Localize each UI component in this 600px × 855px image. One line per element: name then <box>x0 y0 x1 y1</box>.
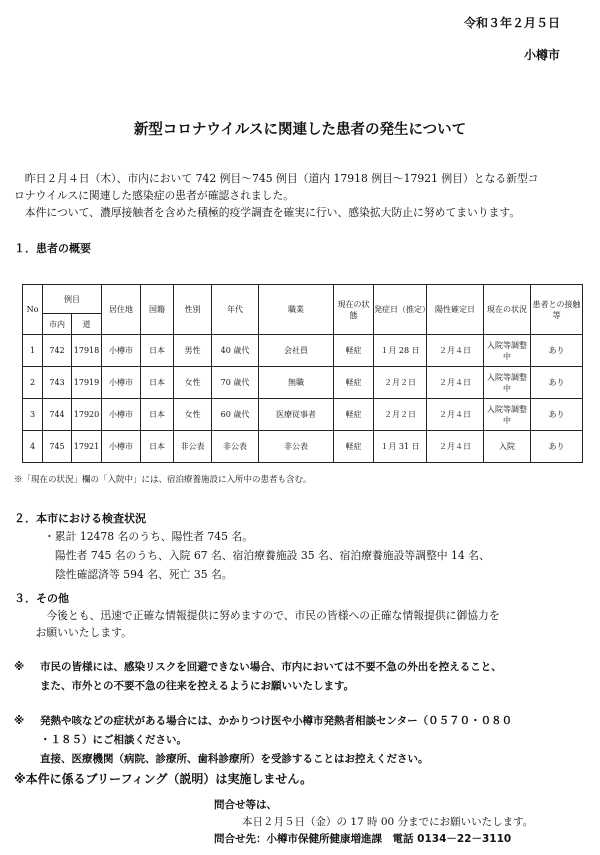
cell-status: 入院等調整中 <box>484 399 531 431</box>
request1-line1: 市民の皆様には、感染リスクを回避できない場合、市内においては不要不急の外出を控えること、 <box>40 661 502 673</box>
table-header-row <box>23 285 583 314</box>
cell-nationality: 日本 <box>141 431 174 463</box>
cell-contact: あり <box>531 431 583 463</box>
request2-line2: ・１８５）にご相談ください。 <box>40 734 187 746</box>
col-status: 現在の状況 <box>484 285 531 335</box>
cell-case-city: 742 <box>43 335 72 367</box>
cell-sex: 男性 <box>174 335 212 367</box>
cell-residence: 小樽市 <box>102 367 141 399</box>
inspection-line1: ・累計 12478 名のうち、陽性者 745 名。 <box>44 530 254 543</box>
table-row <box>23 399 583 431</box>
note-mark: ※ <box>14 715 25 727</box>
col-occupation: 職業 <box>259 285 334 335</box>
contact-info <box>214 797 533 848</box>
cell-onset: １月 28 日 <box>374 335 427 367</box>
cell-onset: ２月２日 <box>374 399 427 431</box>
cell-age: 非公表 <box>212 431 259 463</box>
contact-line1: 問合せ等は、 <box>214 799 277 811</box>
cell-sex: 非公表 <box>174 431 212 463</box>
request-stay-home <box>14 658 586 696</box>
cell-age: 70 歳代 <box>212 367 259 399</box>
cell-positive-date: ２月４日 <box>427 367 484 399</box>
col-case-city: 市内 <box>43 314 72 335</box>
table-note: ※「現在の状況」欄の「入院中」には、宿泊療養施設に入所中の患者も含む。 <box>14 475 312 485</box>
cell-status: 入院等調整中 <box>484 367 531 399</box>
document-title: 新型コロナウイルスに関連した患者の発生について <box>133 122 467 138</box>
cell-onset: ２月２日 <box>374 367 427 399</box>
request-consult-center <box>14 712 586 769</box>
cell-occupation: 医療従事者 <box>259 399 334 431</box>
cell-positive-date: ２月４日 <box>427 431 484 463</box>
table-row <box>23 431 583 463</box>
cell-occupation: 無職 <box>259 367 334 399</box>
col-age: 年代 <box>212 285 259 335</box>
note-mark: ※ <box>14 661 25 673</box>
inspection-status <box>44 527 490 584</box>
cell-case-city: 743 <box>43 367 72 399</box>
cell-case-city: 745 <box>43 431 72 463</box>
col-positive-date: 陽性確定日 <box>427 285 484 335</box>
cell-status: 入院等調整中 <box>484 335 531 367</box>
issue-date: 令和３年２月５日 <box>463 16 560 30</box>
cell-sex: 女性 <box>174 367 212 399</box>
cell-no: 2 <box>23 367 43 399</box>
cell-residence: 小樽市 <box>102 399 141 431</box>
cell-residence: 小樽市 <box>102 431 141 463</box>
col-case-pref: 道 <box>72 314 102 335</box>
request2-line1: 発熱や咳などの症状がある場合には、かかりつけ医や小樽市発熱者相談センター（０５７０・０８０ <box>40 715 513 727</box>
intro-para1-line1: 昨日２月４日（木）、市内において 742 例目～745 例目（道内 17918 例目～17921 例目）となる新型コ <box>24 172 539 185</box>
col-case: 例目 <box>43 285 102 314</box>
col-sex: 性別 <box>174 285 212 335</box>
cell-age: 60 歳代 <box>212 399 259 431</box>
cell-contact: あり <box>531 367 583 399</box>
cell-case-pref: 17918 <box>72 335 102 367</box>
cell-no: 1 <box>23 335 43 367</box>
cell-nationality: 日本 <box>141 399 174 431</box>
cell-positive-date: ２月４日 <box>427 335 484 367</box>
briefing-notice: ※本件に係るブリーフィング（説明）は実施しません。 <box>14 772 313 786</box>
cell-residence: 小樽市 <box>102 335 141 367</box>
issuer-name: 小樽市 <box>523 48 560 62</box>
cell-onset: １月 31 日 <box>374 431 427 463</box>
intro-para1-line2: ロナウイルスに関連した感染症の患者が確認されました。 <box>14 189 295 202</box>
cell-contact: あり <box>531 335 583 367</box>
col-contact: 患者との接触等 <box>531 285 583 335</box>
patients-table <box>22 284 583 463</box>
cell-status: 入院 <box>484 431 531 463</box>
request1-line2: また、市外との不要不急の往来を控えるようにお願いいたします。 <box>40 680 355 692</box>
section3-heading: ３．その他 <box>14 592 69 605</box>
cell-condition: 軽症 <box>334 367 374 399</box>
cell-condition: 軽症 <box>334 399 374 431</box>
section1-heading: １．患者の概要 <box>14 242 91 255</box>
intro-para1 <box>14 170 586 187</box>
inspection-line3: 陰性確認済等 594 名、死亡 35 名。 <box>55 568 233 581</box>
cell-age: 40 歳代 <box>212 335 259 367</box>
cell-case-city: 744 <box>43 399 72 431</box>
cell-positive-date: ２月４日 <box>427 399 484 431</box>
intro-text <box>14 170 586 221</box>
cell-occupation: 非公表 <box>259 431 334 463</box>
col-condition: 現在の状態 <box>334 285 374 335</box>
cell-occupation: 会社員 <box>259 335 334 367</box>
cell-case-pref: 17919 <box>72 367 102 399</box>
intro-para2: 本件について、濃厚接触者を含めた積極的疫学調査を確実に行い、感染拡大防止に努めてまいります。 <box>24 206 521 219</box>
other-line2: お願いいたします。 <box>35 626 132 639</box>
section2-heading: ２．本市における検査状況 <box>14 512 146 525</box>
cell-no: 4 <box>23 431 43 463</box>
col-nationality: 国籍 <box>141 285 174 335</box>
contact-deadline: 本日２月５日（金）の 17 時 00 分までにお願いいたします。 <box>242 816 534 828</box>
request2-line3: 直接、医療機関（病院、診療所、歯科診療所）を受診することはお控えください。 <box>40 753 429 765</box>
table-row <box>23 367 583 399</box>
cell-no: 3 <box>23 399 43 431</box>
cell-nationality: 日本 <box>141 335 174 367</box>
table-row <box>23 335 583 367</box>
cell-nationality: 日本 <box>141 367 174 399</box>
contact-phone: 問合せ先：小樽市保健所健康増進課 電話 0134－22－3110 <box>214 833 512 845</box>
col-residence: 居住地 <box>102 285 141 335</box>
cell-condition: 軽症 <box>334 431 374 463</box>
cell-condition: 軽症 <box>334 335 374 367</box>
cell-case-pref: 17921 <box>72 431 102 463</box>
col-no: No <box>23 285 43 335</box>
inspection-line2: 陽性者 745 名のうち、入院 67 名、宿泊療養施設 35 名、宿泊療養施設等調整中 14 名、 <box>55 549 490 562</box>
cell-sex: 女性 <box>174 399 212 431</box>
cell-contact: あり <box>531 399 583 431</box>
col-onset: 発症日（推定） <box>374 285 427 335</box>
other-line1: 今後とも、迅速で正確な情報提供に努めますので、市民の皆様への正確な情報提供に御協力を <box>46 609 500 622</box>
cell-case-pref: 17920 <box>72 399 102 431</box>
other-text <box>14 607 586 641</box>
